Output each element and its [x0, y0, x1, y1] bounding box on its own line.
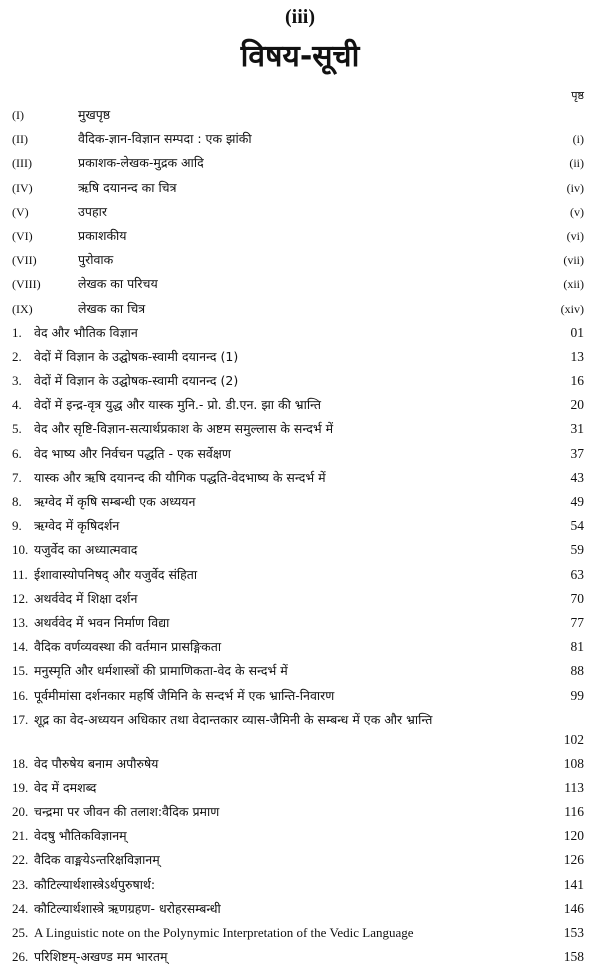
toc-row-page: 99 — [570, 687, 584, 703]
toc-row — [0, 127, 600, 151]
toc-row — [0, 684, 600, 708]
toc-row-title: मनुस्मृति और धर्मशास्त्रों की प्रामाणिकता-वेद के सन्दर्भ में — [34, 663, 288, 679]
toc-row-page: (ii) — [569, 156, 584, 171]
toc-row-title: ऋग्वेद में कृषिदर्शन — [34, 518, 120, 534]
toc-row-number: (V) — [12, 204, 29, 219]
toc-row-page: (xii) — [563, 277, 584, 292]
toc-row-title: अथर्ववेद में भवन निर्माण विद्या — [34, 614, 170, 630]
toc-row-number: 4. — [12, 397, 22, 413]
toc-row-title: वेदों में विज्ञान के उद्घोषक-स्वामी दयानन्द (1) — [34, 348, 239, 364]
toc-row-number: 25. — [12, 925, 29, 940]
toc-row — [0, 417, 600, 441]
toc-row-page: 77 — [570, 614, 584, 630]
toc-row-page: 141 — [563, 876, 584, 892]
toc-row-title: ऋषि दयानन्द का चित्र — [78, 179, 177, 195]
toc-row-page: 01 — [570, 324, 584, 340]
toc-row-page: (vii) — [563, 253, 584, 268]
toc-row-number: 18. — [12, 755, 29, 771]
toc-row-page: 116 — [564, 804, 584, 820]
table-of-contents — [0, 103, 600, 969]
page-column-label: पृष्ठ — [571, 89, 584, 102]
toc-row-page: (vi) — [566, 228, 584, 243]
toc-row-title: शूद्र का वेद-अध्ययन अधिकार तथा वेदान्तकार व्यास-जैमिनी के सम्बन्ध में एक और भ्रान्ति — [34, 711, 433, 727]
toc-row-title: कौटिल्यार्थशास्त्रे ऋणग्रहण- धरोहरसम्बन्धी — [34, 900, 221, 916]
toc-row-page: 63 — [570, 566, 584, 582]
toc-row-title: मुखपृष्ठ — [78, 107, 111, 122]
toc-row-number: 1. — [12, 324, 22, 340]
toc-row-number: 11. — [12, 566, 28, 582]
toc-row-number: 12. — [12, 590, 29, 606]
toc-row-title: पुरोवाक — [78, 252, 114, 268]
toc-row — [0, 945, 600, 969]
toc-row-number: 14. — [12, 639, 29, 655]
toc-row-title: ईशावास्योपनिषद् और यजुर्वेद संहिता — [34, 566, 198, 582]
toc-row — [0, 103, 600, 127]
toc-row — [0, 248, 600, 272]
toc-row — [0, 466, 600, 490]
page-number: (iii) — [285, 6, 315, 28]
toc-row-page: 158 — [563, 949, 584, 965]
toc-row-page: 49 — [570, 494, 584, 509]
page-title: विषय-सूची — [240, 39, 360, 74]
toc-row — [0, 873, 600, 897]
toc-row — [0, 563, 600, 587]
toc-row-page: 102 — [563, 731, 584, 747]
toc-row-page: 88 — [570, 663, 584, 679]
toc-row-page: 43 — [570, 469, 584, 485]
toc-row — [0, 224, 600, 248]
toc-row-page: 54 — [570, 518, 584, 534]
toc-row-title: चन्द्रमा पर जीवन की तलाश:वैदिक प्रमाण — [34, 804, 220, 820]
toc-row — [0, 369, 600, 393]
toc-row — [0, 176, 600, 200]
toc-row-number: (IV) — [12, 180, 33, 195]
toc-row-page: (xiv) — [560, 301, 584, 316]
toc-row — [0, 272, 600, 296]
toc-row-page: (iv) — [566, 180, 584, 195]
toc-row — [0, 848, 600, 872]
toc-row-title: कौटिल्यार्थशास्त्रेऽर्थपुरुषार्थ: — [34, 876, 156, 892]
toc-row-page: 13 — [570, 348, 584, 364]
toc-row — [0, 321, 600, 345]
toc-row — [0, 708, 600, 752]
toc-row — [0, 921, 600, 945]
toc-row-number: 21. — [12, 828, 29, 844]
toc-row-number: 16. — [12, 687, 29, 703]
toc-row-number: 22. — [12, 852, 29, 868]
toc-row-page: 16 — [570, 373, 584, 389]
toc-row-title: पूर्वमीमांसा दर्शनकार महर्षि जैमिनि के सन्दर्भ में एक भ्रान्ति-निवारण — [34, 687, 335, 703]
toc-row-title: वेद और भौतिक विज्ञान — [34, 324, 138, 340]
toc-row-title: लेखक का चित्र — [78, 300, 146, 316]
toc-row-page: 59 — [570, 542, 584, 558]
toc-row — [0, 490, 600, 514]
toc-row-title: वेदों में इन्द्र-वृत्र युद्ध और यास्क मुनि.- प्रो. डी.एन. झा की भ्रान्ति — [34, 397, 322, 413]
toc-row-number: (I) — [12, 108, 24, 122]
toc-row — [0, 824, 600, 848]
toc-row-title: यास्क और ऋषि दयानन्द की यौगिक पद्धति-वेदभाष्य के सन्दर्भ में — [34, 469, 326, 485]
toc-row — [0, 297, 600, 321]
toc-row — [0, 776, 600, 800]
toc-row-number: (IX) — [12, 301, 33, 316]
toc-row-page: 153 — [563, 925, 584, 940]
toc-row-page: 146 — [563, 900, 584, 916]
toc-row — [0, 752, 600, 776]
toc-row — [0, 635, 600, 659]
toc-row-number: 7. — [12, 469, 22, 485]
toc-row-number: (VIII) — [12, 277, 41, 292]
toc-row — [0, 393, 600, 417]
toc-row-page: 81 — [570, 639, 584, 655]
toc-row-number: 9. — [12, 518, 22, 534]
toc-row-title: परिशिष्टम्-अखण्ड मम भारतम् — [34, 949, 168, 965]
toc-row-page: 70 — [570, 590, 584, 606]
toc-row — [0, 587, 600, 611]
toc-row-number: 13. — [12, 614, 29, 630]
toc-row-number: (II) — [12, 132, 28, 147]
toc-row-number: 3. — [12, 373, 22, 389]
toc-row-title: प्रकाशकीय — [78, 227, 127, 243]
toc-row-title: यजुर्वेद का अध्यात्मवाद — [34, 542, 138, 558]
toc-row-title: लेखक का परिचय — [78, 276, 158, 292]
toc-row — [0, 151, 600, 175]
toc-row-number: 10. — [12, 542, 29, 558]
toc-row-page: (i) — [572, 132, 584, 147]
toc-row-page: 126 — [563, 852, 584, 868]
toc-row-title: वैदिक-ज्ञान-विज्ञान सम्पदा : एक झांकी — [78, 131, 252, 147]
toc-row — [0, 538, 600, 562]
toc-row-page: 108 — [563, 755, 584, 771]
toc-row-number: 8. — [12, 494, 22, 509]
toc-row-number: 19. — [12, 779, 29, 795]
toc-row-title: वेदषु भौतिकविज्ञानम् — [34, 828, 127, 844]
toc-row-page: 20 — [570, 397, 584, 413]
toc-row-title: प्रकाशक-लेखक-मुद्रक आदि — [78, 155, 204, 171]
toc-row-number: (III) — [12, 156, 32, 171]
toc-row-title: उपहार — [78, 203, 107, 219]
toc-row-number: 5. — [12, 421, 22, 437]
toc-row-number: 15. — [12, 663, 29, 679]
toc-row — [0, 442, 600, 466]
toc-row-number: (VI) — [12, 228, 33, 243]
toc-row-number: 6. — [12, 445, 22, 461]
toc-row-title: वेद और सृष्टि-विज्ञान-सत्यार्थप्रकाश के अष्टम समुल्लास के सन्दर्भ में — [34, 421, 334, 437]
toc-row-title: वेद में दमशब्द — [34, 779, 97, 795]
toc-row-title: वैदिक वाङ्मयेऽन्तरिक्षविज्ञानम् — [34, 852, 160, 868]
toc-row-title: वैदिक वर्णव्यवस्था की वर्तमान प्रासङ्गिकता — [34, 639, 222, 655]
toc-row-title: अथर्ववेद में शिक्षा दर्शन — [34, 590, 138, 606]
toc-row-title: वेदों में विज्ञान के उद्घोषक-स्वामी दयानन्द (2) — [34, 373, 239, 389]
toc-row-title: A Linguistic note on the Polynymic Interpretation of the Vedic Language — [34, 925, 414, 940]
toc-row — [0, 345, 600, 369]
toc-row-page: (v) — [570, 204, 584, 219]
toc-row-number: 26. — [12, 949, 29, 965]
toc-row — [0, 611, 600, 635]
toc-row-number: 2. — [12, 348, 22, 364]
toc-row-page: 120 — [563, 828, 584, 844]
toc-row-number: 23. — [12, 876, 29, 892]
toc-row-number: (VII) — [12, 253, 37, 268]
toc-row-page: 113 — [564, 779, 584, 795]
toc-row — [0, 800, 600, 824]
toc-row-title: वेद भाष्य और निर्वचन पद्धति - एक सर्वेक्षण — [34, 445, 231, 461]
toc-row-title: वेद पौरुषेय बनाम अपौरुषेय — [34, 755, 159, 771]
toc-row-title: ऋग्वेद में कृषि सम्बन्धी एक अध्ययन — [34, 494, 196, 509]
toc-row-number: 20. — [12, 804, 29, 820]
toc-row — [0, 897, 600, 921]
toc-row-page: 37 — [570, 445, 584, 461]
toc-row-page: 31 — [570, 421, 584, 437]
toc-row-number: 24. — [12, 900, 29, 916]
toc-row-number: 17. — [12, 711, 29, 727]
toc-row — [0, 200, 600, 224]
toc-row — [0, 514, 600, 538]
toc-row — [0, 659, 600, 683]
